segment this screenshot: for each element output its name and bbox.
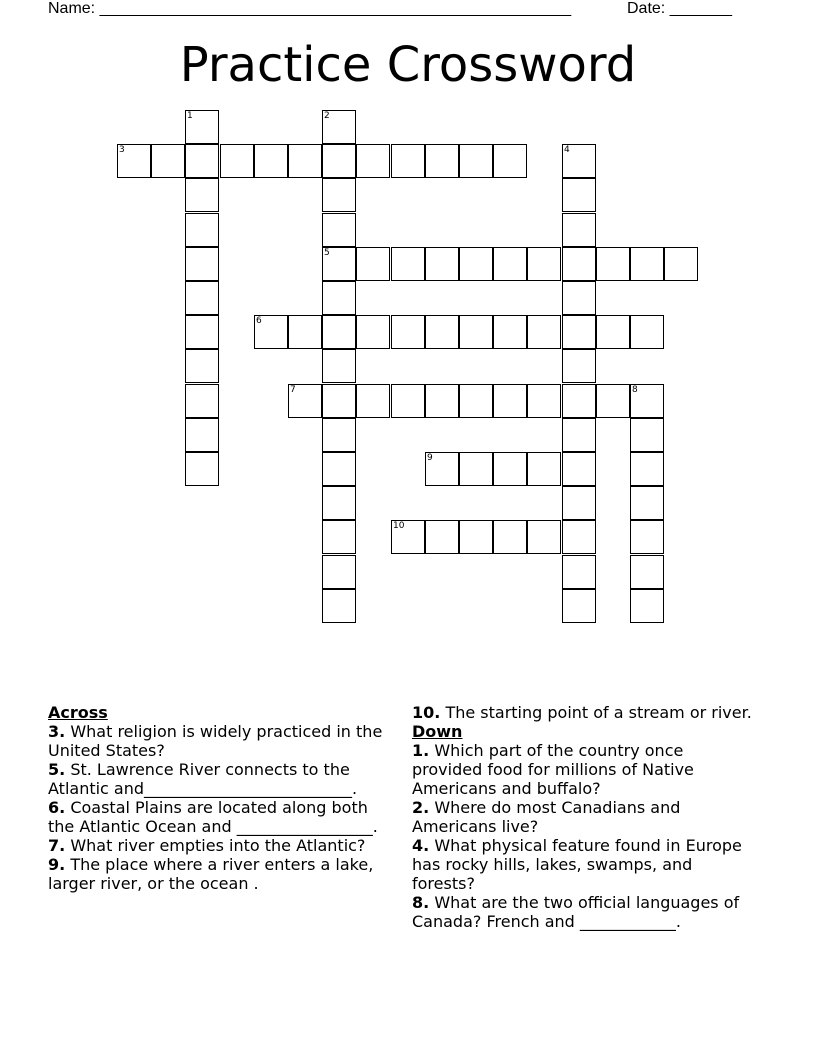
grid-cell[interactable] bbox=[562, 315, 596, 349]
grid-cell[interactable] bbox=[562, 486, 596, 520]
clue-number: 3. bbox=[48, 722, 66, 741]
grid-cell[interactable] bbox=[288, 384, 322, 418]
clues-right-column bbox=[412, 703, 752, 931]
grid-cell[interactable] bbox=[185, 452, 219, 486]
grid-cell[interactable] bbox=[220, 144, 254, 178]
grid-cell[interactable] bbox=[185, 247, 219, 281]
grid-cell[interactable] bbox=[322, 418, 356, 452]
grid-cell[interactable] bbox=[562, 349, 596, 383]
grid-cell[interactable] bbox=[425, 452, 459, 486]
cell-number: 5 bbox=[324, 248, 330, 258]
clue-number: 7. bbox=[48, 836, 66, 855]
clue-across-5 bbox=[48, 760, 398, 798]
across-heading: Across bbox=[48, 703, 108, 722]
grid-cell[interactable] bbox=[630, 452, 664, 486]
clue-text: What religion is widely practiced in the United States? bbox=[48, 722, 383, 760]
grid-cell[interactable] bbox=[493, 384, 527, 418]
clue-across-7 bbox=[48, 836, 398, 855]
grid-cell[interactable] bbox=[459, 247, 493, 281]
clue-down-2 bbox=[412, 798, 752, 836]
grid-cell[interactable] bbox=[185, 110, 219, 144]
cell-number: 2 bbox=[324, 111, 330, 121]
clue-text: Where do most Canadians and Americans live? bbox=[412, 798, 681, 836]
grid-cell[interactable] bbox=[459, 315, 493, 349]
grid-cell[interactable] bbox=[356, 144, 390, 178]
page-title: Practice Crossword bbox=[179, 37, 637, 93]
grid-cell[interactable] bbox=[493, 315, 527, 349]
grid-cell[interactable] bbox=[562, 178, 596, 212]
grid-cell[interactable] bbox=[562, 418, 596, 452]
grid-cell[interactable] bbox=[527, 315, 561, 349]
grid-cell[interactable] bbox=[562, 452, 596, 486]
grid-cell[interactable] bbox=[322, 384, 356, 418]
grid-cell[interactable] bbox=[254, 315, 288, 349]
grid-cell[interactable] bbox=[322, 247, 356, 281]
grid-cell[interactable] bbox=[459, 520, 493, 554]
grid-cell[interactable] bbox=[562, 384, 596, 418]
grid-cell[interactable] bbox=[425, 247, 459, 281]
clue-down-8 bbox=[412, 893, 752, 931]
grid-cell[interactable] bbox=[630, 589, 664, 623]
grid-cell[interactable] bbox=[425, 315, 459, 349]
grid-cell[interactable] bbox=[185, 418, 219, 452]
grid-cell[interactable] bbox=[185, 349, 219, 383]
cell-number: 6 bbox=[256, 316, 262, 326]
grid-cell[interactable] bbox=[288, 315, 322, 349]
grid-cell[interactable] bbox=[322, 452, 356, 486]
grid-cell[interactable] bbox=[391, 520, 425, 554]
grid-cell[interactable] bbox=[596, 384, 630, 418]
name-line[interactable]: _____________________________________________________ bbox=[99, 0, 572, 17]
clue-text: St. Lawrence River connects to the Atlantic and__________________________. bbox=[48, 760, 358, 798]
grid-cell[interactable] bbox=[630, 315, 664, 349]
grid-cell[interactable] bbox=[391, 247, 425, 281]
clues-left-column bbox=[48, 703, 398, 893]
grid-cell[interactable] bbox=[322, 144, 356, 178]
grid-cell[interactable] bbox=[527, 520, 561, 554]
grid-cell[interactable] bbox=[322, 589, 356, 623]
cell-number: 8 bbox=[632, 385, 638, 395]
grid-cell[interactable] bbox=[391, 144, 425, 178]
grid-cell[interactable] bbox=[562, 247, 596, 281]
grid-cell[interactable] bbox=[322, 486, 356, 520]
grid-cell[interactable] bbox=[117, 144, 151, 178]
grid-cell[interactable] bbox=[596, 247, 630, 281]
clue-text: What river empties into the Atlantic? bbox=[70, 836, 366, 855]
date-label: Date: bbox=[627, 0, 670, 17]
grid-cell[interactable] bbox=[459, 144, 493, 178]
clue-down-4 bbox=[412, 836, 752, 893]
grid-cell[interactable] bbox=[562, 555, 596, 589]
grid-cell[interactable] bbox=[391, 384, 425, 418]
cell-number: 10 bbox=[393, 521, 405, 531]
clue-text: The place where a river enters a lake, larger river, or the ocean . bbox=[48, 855, 374, 893]
grid-cell[interactable] bbox=[322, 281, 356, 315]
grid-cell[interactable] bbox=[356, 247, 390, 281]
grid-cell[interactable] bbox=[254, 144, 288, 178]
cell-number: 9 bbox=[427, 453, 433, 463]
clue-text: What are the two official languages of Canada? French and ____________. bbox=[412, 893, 740, 931]
grid-cell[interactable] bbox=[562, 281, 596, 315]
clue-text: Coastal Plains are located along both the Atlantic Ocean and _________________. bbox=[48, 798, 378, 836]
clue-number: 2. bbox=[412, 798, 430, 817]
grid-cell[interactable] bbox=[425, 384, 459, 418]
grid-cell[interactable] bbox=[527, 247, 561, 281]
clue-across-3 bbox=[48, 722, 398, 760]
grid-cell[interactable] bbox=[493, 144, 527, 178]
grid-cell[interactable] bbox=[288, 144, 322, 178]
date-line[interactable]: _______ bbox=[669, 0, 732, 17]
grid-cell[interactable] bbox=[562, 520, 596, 554]
grid-cell[interactable] bbox=[185, 384, 219, 418]
across-clue-list bbox=[48, 722, 398, 893]
grid-cell[interactable] bbox=[151, 144, 185, 178]
cell-number: 7 bbox=[290, 385, 296, 395]
grid-cell[interactable] bbox=[562, 589, 596, 623]
clue-number: 9. bbox=[48, 855, 66, 874]
grid-cell[interactable] bbox=[527, 384, 561, 418]
grid-cell[interactable] bbox=[527, 452, 561, 486]
grid-cell[interactable] bbox=[425, 520, 459, 554]
grid-cell[interactable] bbox=[322, 110, 356, 144]
grid-cell[interactable] bbox=[322, 349, 356, 383]
clue-number: 8. bbox=[412, 893, 430, 912]
grid-cell[interactable] bbox=[185, 315, 219, 349]
clue-number: 5. bbox=[48, 760, 66, 779]
grid-cell[interactable] bbox=[322, 315, 356, 349]
grid-cell[interactable] bbox=[322, 213, 356, 247]
grid-cell[interactable] bbox=[493, 247, 527, 281]
grid-cell[interactable] bbox=[322, 555, 356, 589]
grid-cell[interactable] bbox=[664, 247, 698, 281]
grid-cell[interactable] bbox=[185, 144, 219, 178]
clue-text: What physical feature found in Europe has rocky hills, lakes, swamps, and forests? bbox=[412, 836, 742, 893]
clue-number: 1. bbox=[412, 741, 430, 760]
grid-cell[interactable] bbox=[630, 555, 664, 589]
clue-across-9 bbox=[48, 855, 398, 893]
grid-cell[interactable] bbox=[630, 384, 664, 418]
grid-cell[interactable] bbox=[562, 144, 596, 178]
clue-down-1 bbox=[412, 741, 752, 798]
clue-text: The starting point of a stream or river. bbox=[445, 703, 752, 722]
grid-cell[interactable] bbox=[459, 384, 493, 418]
grid-cell[interactable] bbox=[493, 452, 527, 486]
grid-cell[interactable] bbox=[425, 144, 459, 178]
cell-number: 3 bbox=[119, 145, 125, 155]
grid-cell[interactable] bbox=[596, 315, 630, 349]
clue-number: 10. bbox=[412, 703, 441, 722]
clue-text: Which part of the country once provided food for millions of Native Americans and buffalo? bbox=[412, 741, 694, 798]
clue-across-6 bbox=[48, 798, 398, 836]
grid-cell[interactable] bbox=[391, 315, 425, 349]
grid-cell[interactable] bbox=[630, 247, 664, 281]
grid-cell[interactable] bbox=[185, 213, 219, 247]
grid-cell[interactable] bbox=[562, 213, 596, 247]
clue-number: 4. bbox=[412, 836, 430, 855]
clue-across-10 bbox=[412, 703, 752, 722]
grid-cell[interactable] bbox=[356, 315, 390, 349]
grid-cell[interactable] bbox=[322, 520, 356, 554]
cell-number: 4 bbox=[564, 145, 570, 155]
name-label: Name: bbox=[48, 0, 100, 17]
grid-cell[interactable] bbox=[493, 520, 527, 554]
grid-cell[interactable] bbox=[185, 281, 219, 315]
grid-cell[interactable] bbox=[459, 452, 493, 486]
grid-cell[interactable] bbox=[185, 178, 219, 212]
down-heading: Down bbox=[412, 722, 463, 741]
grid-cell[interactable] bbox=[630, 520, 664, 554]
cell-number: 1 bbox=[187, 111, 193, 121]
down-clue-list bbox=[412, 741, 752, 931]
grid-cell[interactable] bbox=[356, 384, 390, 418]
grid-cell[interactable] bbox=[630, 486, 664, 520]
clue-number: 6. bbox=[48, 798, 66, 817]
grid-cell[interactable] bbox=[322, 178, 356, 212]
grid-cell[interactable] bbox=[630, 418, 664, 452]
